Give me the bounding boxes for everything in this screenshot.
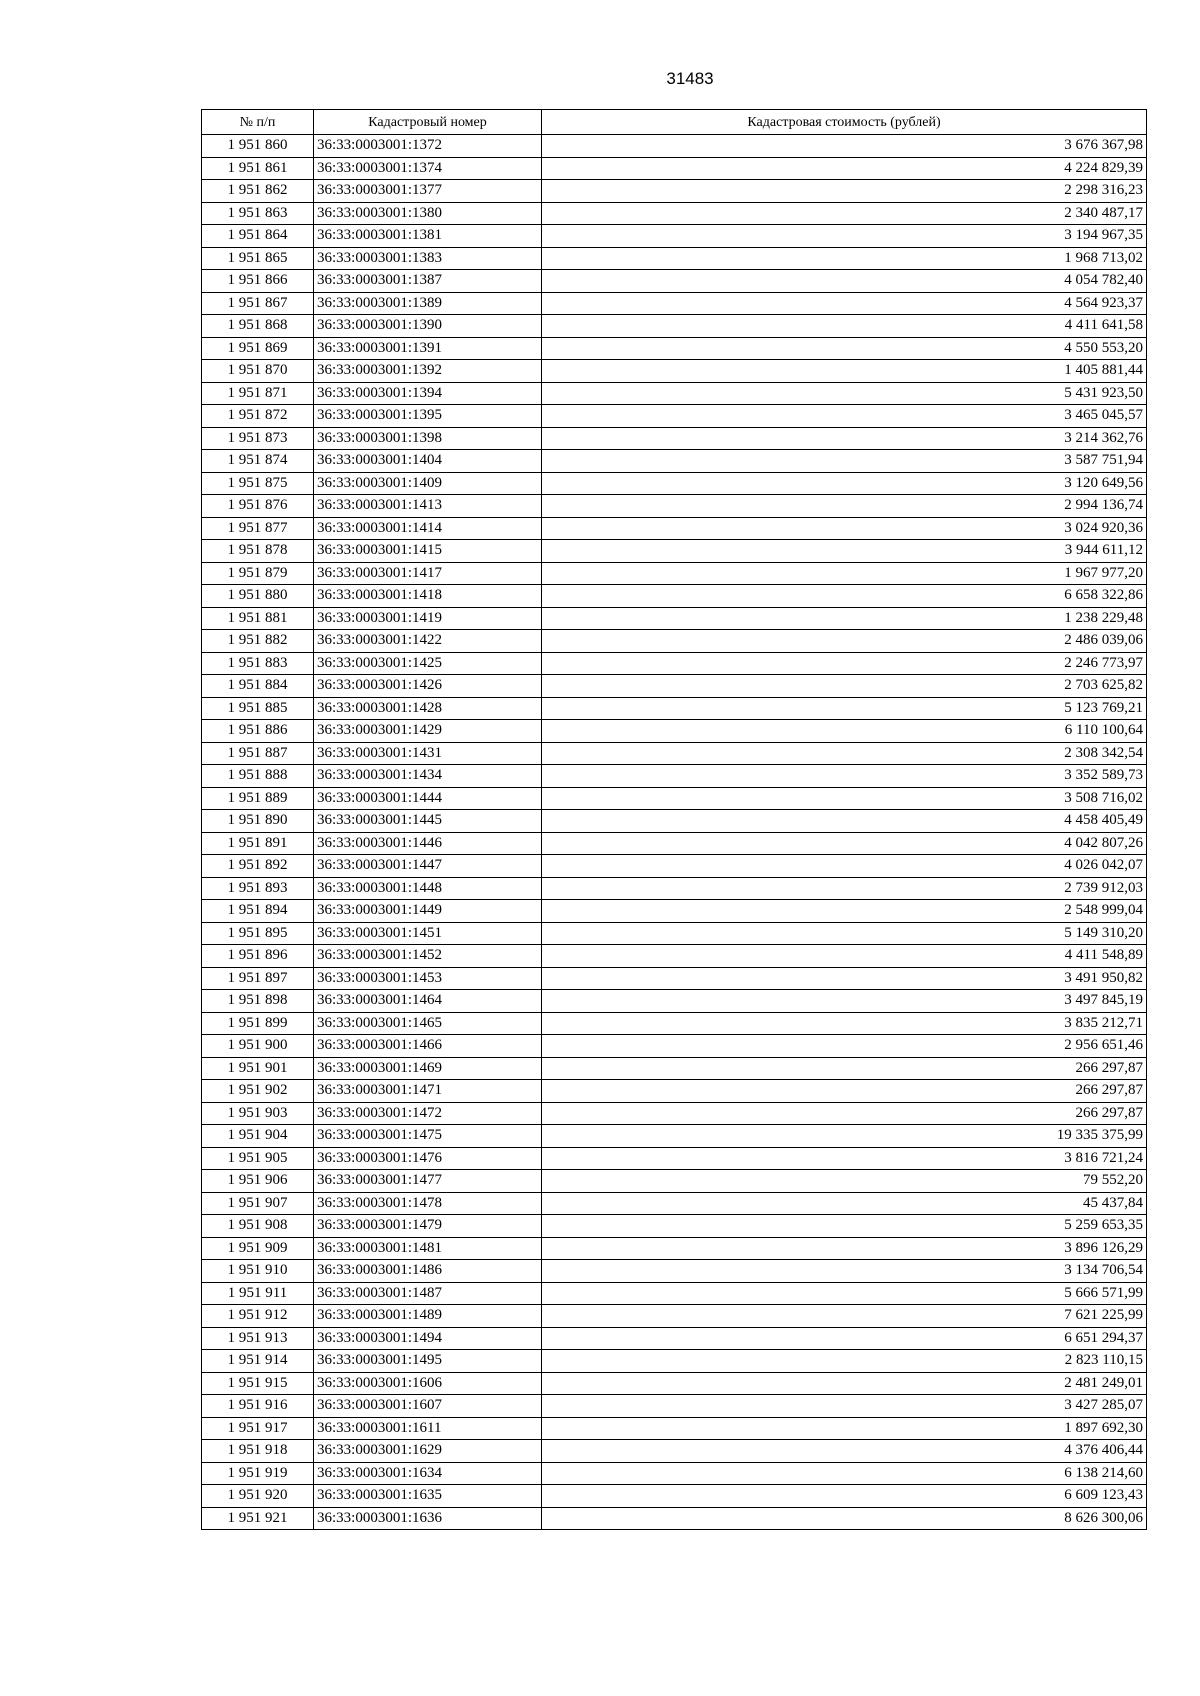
row-number-cell: 1 951 899 xyxy=(202,1012,314,1035)
cadastral-value-cell: 4 458 405,49 xyxy=(542,810,1147,833)
cadastral-number-cell: 36:33:0003001:1606 xyxy=(314,1372,542,1395)
cadastral-value-cell: 4 042 807,26 xyxy=(542,832,1147,855)
cadastral-number-cell: 36:33:0003001:1494 xyxy=(314,1327,542,1350)
cadastral-value-cell: 1 967 977,20 xyxy=(542,562,1147,585)
cadastral-value-cell: 2 739 912,03 xyxy=(542,877,1147,900)
table-row xyxy=(202,1327,1147,1350)
row-number-cell: 1 951 883 xyxy=(202,652,314,675)
cadastral-value-cell: 3 587 751,94 xyxy=(542,450,1147,473)
cadastral-number-cell: 36:33:0003001:1629 xyxy=(314,1440,542,1463)
cadastral-value-cell: 4 054 782,40 xyxy=(542,270,1147,293)
table-row xyxy=(202,360,1147,383)
table-row xyxy=(202,877,1147,900)
table-row xyxy=(202,157,1147,180)
cadastral-number-cell: 36:33:0003001:1394 xyxy=(314,382,542,405)
cadastral-value-cell: 79 552,20 xyxy=(542,1170,1147,1193)
table-row xyxy=(202,225,1147,248)
cadastral-number-cell: 36:33:0003001:1479 xyxy=(314,1215,542,1238)
cadastral-value-cell: 4 411 641,58 xyxy=(542,315,1147,338)
cadastral-number-cell: 36:33:0003001:1417 xyxy=(314,562,542,585)
table-row xyxy=(202,967,1147,990)
cadastral-number-cell: 36:33:0003001:1495 xyxy=(314,1350,542,1373)
table-row xyxy=(202,787,1147,810)
cadastral-number-cell: 36:33:0003001:1428 xyxy=(314,697,542,720)
page-number: 31483 xyxy=(666,69,714,88)
cadastral-value-cell: 3 134 706,54 xyxy=(542,1260,1147,1283)
row-number-cell: 1 951 894 xyxy=(202,900,314,923)
row-number-cell: 1 951 912 xyxy=(202,1305,314,1328)
row-number-cell: 1 951 919 xyxy=(202,1462,314,1485)
table-row xyxy=(202,630,1147,653)
table-row xyxy=(202,427,1147,450)
cadastral-number-cell: 36:33:0003001:1434 xyxy=(314,765,542,788)
table-row xyxy=(202,135,1147,158)
cadastral-value-cell: 266 297,87 xyxy=(542,1080,1147,1103)
cadastral-number-cell: 36:33:0003001:1374 xyxy=(314,157,542,180)
table-row xyxy=(202,900,1147,923)
row-number-cell: 1 951 911 xyxy=(202,1282,314,1305)
table-row xyxy=(202,1215,1147,1238)
row-number-cell: 1 951 876 xyxy=(202,495,314,518)
cadastral-value-cell: 4 411 548,89 xyxy=(542,945,1147,968)
table-row xyxy=(202,1260,1147,1283)
row-number-cell: 1 951 918 xyxy=(202,1440,314,1463)
table-row xyxy=(202,1125,1147,1148)
cadastral-value-cell: 3 497 845,19 xyxy=(542,990,1147,1013)
row-number-cell: 1 951 882 xyxy=(202,630,314,653)
cadastral-number-cell: 36:33:0003001:1425 xyxy=(314,652,542,675)
row-number-cell: 1 951 920 xyxy=(202,1485,314,1508)
cadastral-number-cell: 36:33:0003001:1381 xyxy=(314,225,542,248)
cadastral-value-cell: 3 024 920,36 xyxy=(542,517,1147,540)
row-number-cell: 1 951 901 xyxy=(202,1057,314,1080)
cadastral-value-cell: 4 026 042,07 xyxy=(542,855,1147,878)
cadastral-value-cell: 19 335 375,99 xyxy=(542,1125,1147,1148)
table-row xyxy=(202,810,1147,833)
cadastral-number-cell: 36:33:0003001:1422 xyxy=(314,630,542,653)
table-row xyxy=(202,202,1147,225)
cadastral-value-cell: 2 994 136,74 xyxy=(542,495,1147,518)
row-number-cell: 1 951 888 xyxy=(202,765,314,788)
row-number-cell: 1 951 907 xyxy=(202,1192,314,1215)
cadastral-value-cell: 3 944 611,12 xyxy=(542,540,1147,563)
table-header-row xyxy=(202,110,1147,135)
cadastral-number-cell: 36:33:0003001:1445 xyxy=(314,810,542,833)
table-row xyxy=(202,1192,1147,1215)
table-row xyxy=(202,472,1147,495)
table-row xyxy=(202,832,1147,855)
row-number-cell: 1 951 860 xyxy=(202,135,314,158)
table-row xyxy=(202,855,1147,878)
row-number-cell: 1 951 896 xyxy=(202,945,314,968)
row-number-cell: 1 951 881 xyxy=(202,607,314,630)
header-row-number: № п/п xyxy=(202,110,314,135)
table-row xyxy=(202,1282,1147,1305)
cadastral-value-cell: 4 224 829,39 xyxy=(542,157,1147,180)
cadastral-value-cell: 6 110 100,64 xyxy=(542,720,1147,743)
cadastral-value-cell: 3 214 362,76 xyxy=(542,427,1147,450)
row-number-cell: 1 951 865 xyxy=(202,247,314,270)
cadastral-number-cell: 36:33:0003001:1383 xyxy=(314,247,542,270)
cadastral-number-cell: 36:33:0003001:1448 xyxy=(314,877,542,900)
table-row xyxy=(202,990,1147,1013)
cadastral-number-cell: 36:33:0003001:1475 xyxy=(314,1125,542,1148)
row-number-cell: 1 951 887 xyxy=(202,742,314,765)
cadastral-value-cell: 6 658 322,86 xyxy=(542,585,1147,608)
cadastral-number-cell: 36:33:0003001:1453 xyxy=(314,967,542,990)
cadastral-value-cell: 4 564 923,37 xyxy=(542,292,1147,315)
cadastral-number-cell: 36:33:0003001:1426 xyxy=(314,675,542,698)
cadastral-value-cell: 2 308 342,54 xyxy=(542,742,1147,765)
table-row xyxy=(202,697,1147,720)
row-number-cell: 1 951 869 xyxy=(202,337,314,360)
table-row xyxy=(202,450,1147,473)
table-row xyxy=(202,765,1147,788)
table-row xyxy=(202,720,1147,743)
row-number-cell: 1 951 898 xyxy=(202,990,314,1013)
header-cadastral-number: Кадастровый номер xyxy=(314,110,542,135)
cadastral-value-cell: 2 486 039,06 xyxy=(542,630,1147,653)
row-number-cell: 1 951 879 xyxy=(202,562,314,585)
table-row xyxy=(202,1485,1147,1508)
table-row xyxy=(202,945,1147,968)
row-number-cell: 1 951 885 xyxy=(202,697,314,720)
row-number-cell: 1 951 917 xyxy=(202,1417,314,1440)
table-row xyxy=(202,585,1147,608)
table-row xyxy=(202,1170,1147,1193)
table-row xyxy=(202,1395,1147,1418)
row-number-cell: 1 951 870 xyxy=(202,360,314,383)
table-row xyxy=(202,1057,1147,1080)
row-number-cell: 1 951 904 xyxy=(202,1125,314,1148)
cadastral-number-cell: 36:33:0003001:1481 xyxy=(314,1237,542,1260)
cadastral-number-cell: 36:33:0003001:1452 xyxy=(314,945,542,968)
row-number-cell: 1 951 916 xyxy=(202,1395,314,1418)
row-number-cell: 1 951 910 xyxy=(202,1260,314,1283)
cadastral-value-cell: 2 703 625,82 xyxy=(542,675,1147,698)
row-number-cell: 1 951 921 xyxy=(202,1507,314,1530)
cadastral-value-cell: 2 298 316,23 xyxy=(542,180,1147,203)
cadastral-number-cell: 36:33:0003001:1472 xyxy=(314,1102,542,1125)
cadastral-value-cell: 3 835 212,71 xyxy=(542,1012,1147,1035)
cadastral-number-cell: 36:33:0003001:1387 xyxy=(314,270,542,293)
cadastral-number-cell: 36:33:0003001:1477 xyxy=(314,1170,542,1193)
cadastral-value-cell: 1 405 881,44 xyxy=(542,360,1147,383)
cadastral-number-cell: 36:33:0003001:1607 xyxy=(314,1395,542,1418)
cadastral-value-cell: 5 149 310,20 xyxy=(542,922,1147,945)
row-number-cell: 1 951 866 xyxy=(202,270,314,293)
cadastral-number-cell: 36:33:0003001:1392 xyxy=(314,360,542,383)
table-row xyxy=(202,607,1147,630)
cadastral-number-cell: 36:33:0003001:1469 xyxy=(314,1057,542,1080)
table-row xyxy=(202,382,1147,405)
cadastral-number-cell: 36:33:0003001:1377 xyxy=(314,180,542,203)
row-number-cell: 1 951 867 xyxy=(202,292,314,315)
table-row xyxy=(202,922,1147,945)
cadastral-number-cell: 36:33:0003001:1413 xyxy=(314,495,542,518)
table-row xyxy=(202,1102,1147,1125)
table-row xyxy=(202,495,1147,518)
cadastral-number-cell: 36:33:0003001:1489 xyxy=(314,1305,542,1328)
table-body xyxy=(202,135,1147,1530)
cadastral-value-cell: 5 666 571,99 xyxy=(542,1282,1147,1305)
row-number-cell: 1 951 892 xyxy=(202,855,314,878)
table-row xyxy=(202,1440,1147,1463)
cadastral-number-cell: 36:33:0003001:1419 xyxy=(314,607,542,630)
cadastral-value-cell: 3 491 950,82 xyxy=(542,967,1147,990)
row-number-cell: 1 951 886 xyxy=(202,720,314,743)
cadastral-number-cell: 36:33:0003001:1446 xyxy=(314,832,542,855)
table-row xyxy=(202,1372,1147,1395)
table-row xyxy=(202,180,1147,203)
cadastral-number-cell: 36:33:0003001:1478 xyxy=(314,1192,542,1215)
row-number-cell: 1 951 895 xyxy=(202,922,314,945)
row-number-cell: 1 951 893 xyxy=(202,877,314,900)
cadastral-value-cell: 4 376 406,44 xyxy=(542,1440,1147,1463)
cadastral-value-cell: 7 621 225,99 xyxy=(542,1305,1147,1328)
cadastral-number-cell: 36:33:0003001:1404 xyxy=(314,450,542,473)
table-row xyxy=(202,1080,1147,1103)
row-number-cell: 1 951 915 xyxy=(202,1372,314,1395)
row-number-cell: 1 951 891 xyxy=(202,832,314,855)
cadastral-number-cell: 36:33:0003001:1451 xyxy=(314,922,542,945)
row-number-cell: 1 951 884 xyxy=(202,675,314,698)
cadastral-number-cell: 36:33:0003001:1487 xyxy=(314,1282,542,1305)
cadastral-value-cell: 3 816 721,24 xyxy=(542,1147,1147,1170)
cadastral-value-cell: 8 626 300,06 xyxy=(542,1507,1147,1530)
cadastral-number-cell: 36:33:0003001:1391 xyxy=(314,337,542,360)
cadastral-value-cell: 5 259 653,35 xyxy=(542,1215,1147,1238)
row-number-cell: 1 951 874 xyxy=(202,450,314,473)
row-number-cell: 1 951 873 xyxy=(202,427,314,450)
row-number-cell: 1 951 861 xyxy=(202,157,314,180)
cadastre-table xyxy=(201,109,1147,1530)
table-row xyxy=(202,247,1147,270)
row-number-cell: 1 951 900 xyxy=(202,1035,314,1058)
cadastral-number-cell: 36:33:0003001:1415 xyxy=(314,540,542,563)
cadastral-value-cell: 3 194 967,35 xyxy=(542,225,1147,248)
cadastral-number-cell: 36:33:0003001:1466 xyxy=(314,1035,542,1058)
table-row xyxy=(202,1147,1147,1170)
cadastral-value-cell: 266 297,87 xyxy=(542,1057,1147,1080)
table-row xyxy=(202,337,1147,360)
row-number-cell: 1 951 890 xyxy=(202,810,314,833)
header-cadastral-value: Кадастровая стоимость (рублей) xyxy=(542,110,1147,135)
cadastral-value-cell: 2 823 110,15 xyxy=(542,1350,1147,1373)
row-number-cell: 1 951 871 xyxy=(202,382,314,405)
cadastral-value-cell: 5 123 769,21 xyxy=(542,697,1147,720)
table-row xyxy=(202,675,1147,698)
table-row xyxy=(202,1012,1147,1035)
cadastral-number-cell: 36:33:0003001:1635 xyxy=(314,1485,542,1508)
row-number-cell: 1 951 872 xyxy=(202,405,314,428)
row-number-cell: 1 951 877 xyxy=(202,517,314,540)
row-number-cell: 1 951 905 xyxy=(202,1147,314,1170)
cadastral-number-cell: 36:33:0003001:1634 xyxy=(314,1462,542,1485)
table-row xyxy=(202,562,1147,585)
cadastral-value-cell: 3 427 285,07 xyxy=(542,1395,1147,1418)
cadastral-value-cell: 3 465 045,57 xyxy=(542,405,1147,428)
cadastral-number-cell: 36:33:0003001:1611 xyxy=(314,1417,542,1440)
cadastral-value-cell: 3 352 589,73 xyxy=(542,765,1147,788)
table-row xyxy=(202,1417,1147,1440)
table-row xyxy=(202,1305,1147,1328)
cadastral-value-cell: 3 676 367,98 xyxy=(542,135,1147,158)
row-number-cell: 1 951 878 xyxy=(202,540,314,563)
cadastral-value-cell: 1 897 692,30 xyxy=(542,1417,1147,1440)
row-number-cell: 1 951 909 xyxy=(202,1237,314,1260)
cadastral-value-cell: 6 138 214,60 xyxy=(542,1462,1147,1485)
table-row xyxy=(202,742,1147,765)
cadastral-value-cell: 2 340 487,17 xyxy=(542,202,1147,225)
cadastral-value-cell: 6 609 123,43 xyxy=(542,1485,1147,1508)
row-number-cell: 1 951 862 xyxy=(202,180,314,203)
table-row xyxy=(202,405,1147,428)
cadastral-value-cell: 3 896 126,29 xyxy=(542,1237,1147,1260)
cadastral-number-cell: 36:33:0003001:1429 xyxy=(314,720,542,743)
row-number-cell: 1 951 902 xyxy=(202,1080,314,1103)
table-row xyxy=(202,315,1147,338)
table-row xyxy=(202,1462,1147,1485)
table-row xyxy=(202,517,1147,540)
cadastral-number-cell: 36:33:0003001:1418 xyxy=(314,585,542,608)
cadastral-number-cell: 36:33:0003001:1465 xyxy=(314,1012,542,1035)
table-row xyxy=(202,292,1147,315)
row-number-cell: 1 951 913 xyxy=(202,1327,314,1350)
row-number-cell: 1 951 863 xyxy=(202,202,314,225)
row-number-cell: 1 951 875 xyxy=(202,472,314,495)
cadastral-number-cell: 36:33:0003001:1464 xyxy=(314,990,542,1013)
cadastral-number-cell: 36:33:0003001:1636 xyxy=(314,1507,542,1530)
cadastral-value-cell: 3 120 649,56 xyxy=(542,472,1147,495)
table-row xyxy=(202,652,1147,675)
row-number-cell: 1 951 906 xyxy=(202,1170,314,1193)
cadastral-number-cell: 36:33:0003001:1449 xyxy=(314,900,542,923)
cadastral-number-cell: 36:33:0003001:1389 xyxy=(314,292,542,315)
cadastral-number-cell: 36:33:0003001:1414 xyxy=(314,517,542,540)
cadastral-value-cell: 3 508 716,02 xyxy=(542,787,1147,810)
cadastral-value-cell: 2 956 651,46 xyxy=(542,1035,1147,1058)
row-number-cell: 1 951 889 xyxy=(202,787,314,810)
cadastral-value-cell: 45 437,84 xyxy=(542,1192,1147,1215)
cadastral-number-cell: 36:33:0003001:1390 xyxy=(314,315,542,338)
cadastral-number-cell: 36:33:0003001:1409 xyxy=(314,472,542,495)
table-row xyxy=(202,1350,1147,1373)
cadastral-value-cell: 6 651 294,37 xyxy=(542,1327,1147,1350)
cadastral-value-cell: 2 548 999,04 xyxy=(542,900,1147,923)
table-row xyxy=(202,270,1147,293)
cadastral-number-cell: 36:33:0003001:1398 xyxy=(314,427,542,450)
table-row xyxy=(202,1237,1147,1260)
row-number-cell: 1 951 908 xyxy=(202,1215,314,1238)
cadastral-number-cell: 36:33:0003001:1380 xyxy=(314,202,542,225)
cadastral-number-cell: 36:33:0003001:1372 xyxy=(314,135,542,158)
cadastral-value-cell: 4 550 553,20 xyxy=(542,337,1147,360)
table-row xyxy=(202,540,1147,563)
cadastral-value-cell: 1 238 229,48 xyxy=(542,607,1147,630)
cadastral-number-cell: 36:33:0003001:1444 xyxy=(314,787,542,810)
row-number-cell: 1 951 864 xyxy=(202,225,314,248)
cadastral-value-cell: 1 968 713,02 xyxy=(542,247,1147,270)
table-row xyxy=(202,1507,1147,1530)
cadastral-number-cell: 36:33:0003001:1447 xyxy=(314,855,542,878)
cadastral-value-cell: 2 481 249,01 xyxy=(542,1372,1147,1395)
row-number-cell: 1 951 903 xyxy=(202,1102,314,1125)
row-number-cell: 1 951 897 xyxy=(202,967,314,990)
row-number-cell: 1 951 880 xyxy=(202,585,314,608)
cadastral-number-cell: 36:33:0003001:1431 xyxy=(314,742,542,765)
row-number-cell: 1 951 868 xyxy=(202,315,314,338)
table-row xyxy=(202,1035,1147,1058)
cadastral-value-cell: 2 246 773,97 xyxy=(542,652,1147,675)
cadastral-number-cell: 36:33:0003001:1471 xyxy=(314,1080,542,1103)
cadastral-number-cell: 36:33:0003001:1486 xyxy=(314,1260,542,1283)
cadastral-value-cell: 266 297,87 xyxy=(542,1102,1147,1125)
cadastral-value-cell: 5 431 923,50 xyxy=(542,382,1147,405)
cadastral-number-cell: 36:33:0003001:1395 xyxy=(314,405,542,428)
row-number-cell: 1 951 914 xyxy=(202,1350,314,1373)
cadastral-number-cell: 36:33:0003001:1476 xyxy=(314,1147,542,1170)
